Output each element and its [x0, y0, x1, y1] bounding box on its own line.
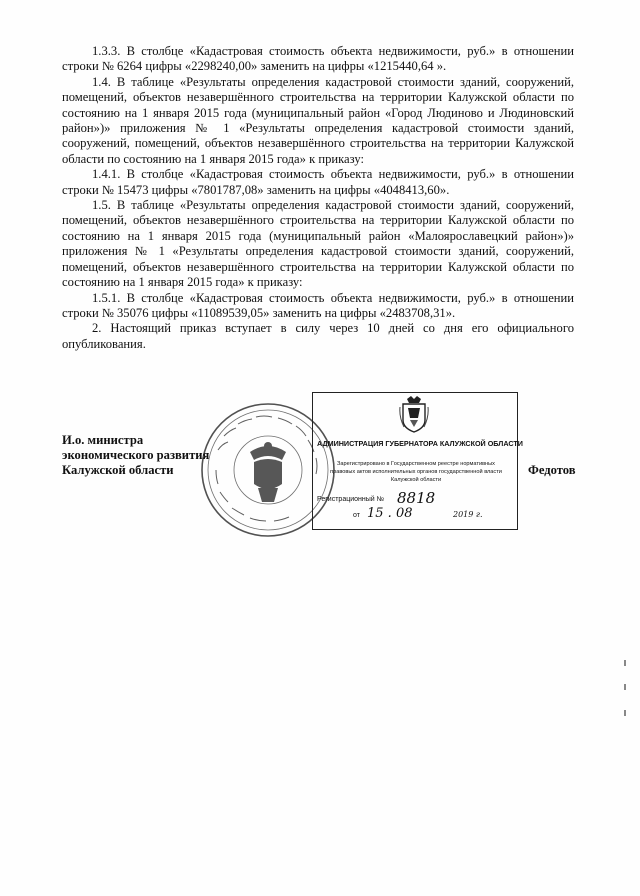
- stamp-text-line-2: правовых актов исполнительных органов государственной власти: [330, 469, 502, 475]
- coat-of-arms-icon: [399, 395, 429, 433]
- stamp-year: 2019 г.: [453, 510, 483, 519]
- signatory-position: экономического развития: [62, 448, 210, 462]
- stamp-date-value: 15 . 08: [367, 506, 413, 521]
- stamp-text-line-3: Калужской области: [390, 477, 442, 483]
- stamp-text-line-1: Зарегистрировано в Государственном реестре нормативных: [337, 461, 495, 467]
- signatory-name: Федотов: [528, 463, 576, 477]
- scan-edge-mark: [624, 710, 626, 716]
- signature-block: [62, 433, 209, 478]
- stamp-organization: АДМИНИСТРАЦИЯ ГУБЕРНАТОРА КАЛУЖСКОЙ ОБЛАСТИ: [317, 439, 523, 448]
- document-body: [62, 44, 574, 352]
- paragraph-1-5: 1.5. В таблице «Результаты определения кадастровой стоимости зданий, сооружений, помещений, объектов незавершённого строительства на территории Калужской области по состоянию на 1 января 2015 года (муниципальный район «Малоярославецкий район»)» приложения № 1 «Результаты определения кадастровой стоимости зданий, сооружений, помещений, объектов незавершённого строительства на территории Калужской области по состоянию на 1 января 2015 года» к приказу:: [62, 198, 574, 290]
- paragraph-1-4-1: 1.4.1. В столбце «Кадастровая стоимость объекта недвижимости, руб.» в отношении строки № 15473 цифры «7801787,08» заменить на цифры «4048413,60».: [62, 167, 574, 197]
- paragraph-1-3-3: 1.3.3. В столбце «Кадастровая стоимость объекта недвижимости, руб.» в отношении строки № 6264 цифры «2298240,00» заменить на цифры «1215440,64 ».: [62, 44, 574, 74]
- signatory-title: И.о. министра: [62, 433, 144, 447]
- stamp-date-label: от: [353, 512, 360, 519]
- scan-edge-mark: [624, 660, 626, 666]
- signatory-region: Калужской области: [62, 463, 174, 477]
- paragraph-2: 2. Настоящий приказ вступает в силу через 10 дней со дня его официального опубликования.: [62, 321, 574, 351]
- scan-edge-mark: [624, 684, 626, 690]
- paragraph-1-5-1: 1.5.1. В столбце «Кадастровая стоимость объекта недвижимости, руб.» в отношении строки № 35076 цифры «11089539,05» заменить на цифры «2483708,31».: [62, 290, 574, 320]
- registration-stamp: [312, 392, 523, 530]
- stamp-reg-label: Регистрационный №: [317, 496, 385, 503]
- paragraph-1-4: 1.4. В таблице «Результаты определения кадастровой стоимости зданий, сооружений, помещений, объектов незавершённого строительства на территории Калужской области по состоянию на 1 января 2015 года (муниципальный район «Город Людиново и Людиновский район»)» приложения № 1 «Результаты определения кадастровой стоимости зданий, сооружений, помещений, объектов незавершённого строительства на территории Калужской области по состоянию на 1 января 2015 года» к приказу:: [62, 74, 574, 166]
- stamp-reg-number: 8818: [397, 489, 436, 507]
